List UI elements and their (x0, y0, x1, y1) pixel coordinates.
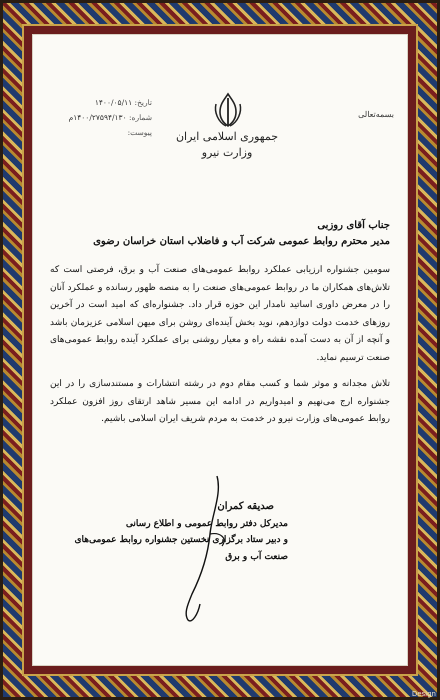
iran-emblem-icon (208, 90, 248, 130)
gov-line1: جمهوری اسلامی ایران (175, 130, 279, 143)
number-row (42, 113, 152, 122)
date-label: تاریخ: (134, 98, 152, 107)
gov-line2: وزارت نیرو (201, 146, 253, 159)
body-paragraph-2: تلاش مجدانه و موثر شما و کسب مقام دوم در رشته انتشارات و مستندسازی را در این جشنواره ارج می‌نهیم و امیدواریم در ادامه این مسیر شاهد ارتقای روز افزون عملکرد روابط عمومی‌های وزارت نیرو در خدمت به مردم شریف ایران اسلامی باشیم. (50, 379, 390, 424)
corner-watermark: Design (411, 690, 436, 698)
signer-title-2: و دبیر ستاد برگزاری نخستین جشنواره روابط عمومی‌های صنعت آب و برق (74, 535, 288, 562)
bismillah: بسمه‌تعالی (358, 110, 394, 119)
letter-paper (32, 34, 408, 666)
recipient-title: مدیر محترم روابط عمومی شرکت آب و فاضلاب استان خراسان رضوی (93, 236, 390, 247)
body-paragraph-1: سومین جشنواره ارزیابی عملکرد روابط عمومی‌های صنعت آب و برق، فرصتی است که تلاش‌های همکاران ما در روابط عمومی‌های صنعت را به منصه ظهور رسانده و عملکرد آنان را در معرض داوری اساتید نامدار این حوزه قرار داد. جشنواره‌ای که امید است در آخرین روزهای خدمت دولت دوازدهم، نوید بخش آینده‌ای روشن برای میهن اسلامی عزیزمان باشد و آنچه از آن به دست آمده نقشه راه و معیار روشنی برای عملکرد آینده روابط عمومی‌های صنعت ترسیم نماید. (50, 265, 390, 363)
attachment-label: پیوست: (127, 128, 152, 137)
date-row (42, 98, 152, 107)
attachment-row (42, 128, 152, 137)
number-value: ۱۴۰۰/۲۷۵۹۴/۱۳۰م (68, 113, 127, 122)
signer-name: صدیقه کمران (217, 501, 274, 512)
signer-title-1: مدیرکل دفتر روابط عمومی و اطلاع رسانی (125, 519, 288, 529)
recipient-name: جناب آقای روزبی (317, 220, 390, 231)
date-value: ۱۴۰۰/۰۵/۱۱ (94, 98, 133, 107)
number-label: شماره: (129, 113, 152, 122)
